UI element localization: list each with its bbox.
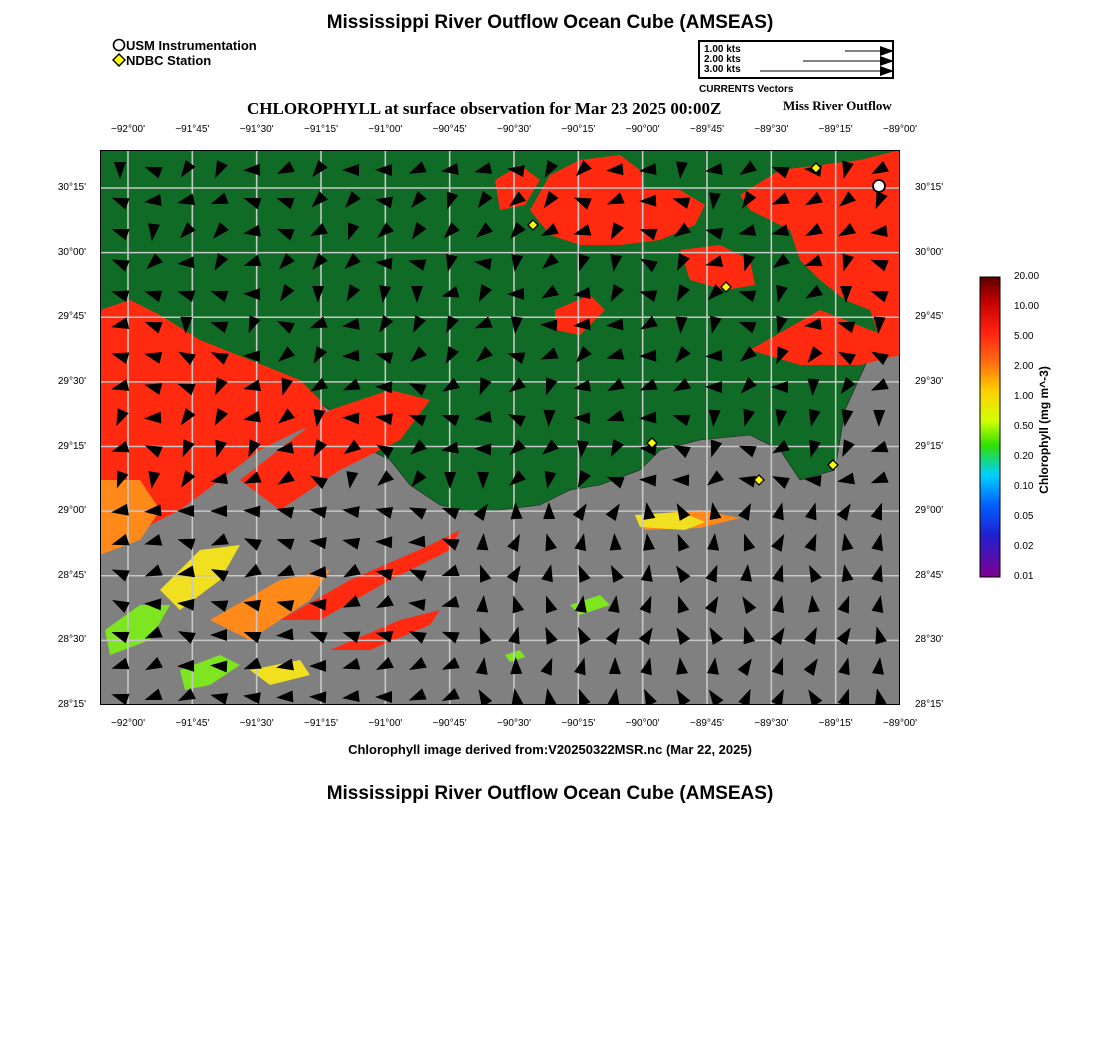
- chlorophyll-map: [100, 150, 900, 705]
- vector-scale-1: 1.00 kts: [704, 44, 741, 55]
- x-tick-label-bottom: −89°30': [754, 718, 789, 729]
- x-tick-label-top: −89°00': [883, 124, 917, 135]
- colorbar-tick-label: 0.20: [1014, 451, 1034, 462]
- y-tick-label-left: 28°30': [57, 634, 86, 646]
- x-tick-label-top: −90°00': [625, 124, 660, 135]
- y-tick-label-left: 30°00': [57, 246, 86, 258]
- colorbar-tick-label: 5.00: [1014, 331, 1034, 342]
- x-tick-label-top: −90°15': [561, 124, 596, 135]
- legend-usm-label: USM Instrumentation: [126, 38, 257, 53]
- y-tick-label-right: 29°00': [915, 505, 944, 517]
- y-tick-label-left: 29°00': [57, 505, 86, 517]
- x-tick-label-top: −91°45': [175, 124, 210, 135]
- plot-title: CHLOROPHYLL at surface observation for Mar 23 2025 00:00Z: [247, 99, 722, 118]
- x-tick-label-top: −89°30': [754, 124, 789, 135]
- y-tick-label-right: 28°30': [915, 634, 944, 646]
- colorbar-title: Chlorophyll (mg m^-3): [1037, 366, 1051, 494]
- x-tick-label-bottom: −91°30': [239, 718, 274, 729]
- x-tick-label-top: −89°45': [690, 124, 724, 135]
- x-tick-label-top: −91°15': [304, 124, 338, 135]
- colorbar-tick-label: 0.10: [1014, 481, 1034, 492]
- y-tick-label-left: 30°15': [57, 182, 86, 193]
- colorbar-tick-label: 0.50: [1014, 421, 1034, 432]
- vector-scale-box: [698, 40, 894, 79]
- vector-scale-2: 2.00 kts: [704, 54, 741, 65]
- x-tick-label-bottom: −91°45': [175, 718, 210, 729]
- x-tick-label-bottom: −92°00': [111, 718, 145, 729]
- x-tick-label-bottom: −91°15': [304, 718, 338, 729]
- vector-caption: CURRENTS Vectors: [699, 84, 794, 95]
- colorbar-tick-label: 20.00: [1014, 271, 1040, 282]
- y-tick-label-right: 28°15': [915, 699, 944, 710]
- x-tick-label-top: −90°45': [432, 124, 467, 135]
- legend-ndbc-label: NDBC Station: [126, 53, 212, 68]
- y-tick-label-left: 28°15': [57, 699, 86, 710]
- colorbar-tick-label: 10.00: [1014, 301, 1040, 312]
- x-tick-label-top: −89°15': [818, 124, 853, 135]
- y-tick-label-right: 29°45': [915, 311, 944, 323]
- colorbar-tick-label: 2.00: [1014, 361, 1034, 372]
- colorbar-tick-label: 1.00: [1014, 391, 1034, 402]
- y-tick-label-left: 29°45': [57, 311, 86, 323]
- y-tick-label-left: 28°45': [57, 569, 86, 581]
- x-tick-label-top: −90°30': [497, 124, 531, 135]
- ndbc-diamond-icon: [112, 53, 126, 67]
- usm-instrument-marker[interactable]: [873, 180, 885, 192]
- x-tick-label-bottom: −90°45': [432, 718, 467, 729]
- usm-circle-icon: [112, 38, 126, 52]
- x-tick-label-top: −92°00': [111, 124, 145, 135]
- x-tick-label-bottom: −90°00': [625, 718, 660, 729]
- y-tick-label-right: 28°45': [915, 569, 944, 581]
- region-label: Miss River Outflow: [783, 98, 892, 113]
- x-tick-label-top: −91°30': [239, 124, 274, 135]
- y-tick-label-left: 29°15': [57, 440, 86, 452]
- y-tick-label-right: 30°00': [915, 246, 944, 258]
- colorbar-tick-label: 0.02: [1014, 541, 1034, 552]
- page-title: Mississippi River Outflow Ocean Cube (AMSEAS): [326, 12, 774, 33]
- x-tick-label-bottom: −89°45': [690, 718, 724, 729]
- marker-legend: [112, 38, 257, 68]
- y-tick-label-right: 30°15': [915, 182, 944, 193]
- legend-ndbc: [112, 53, 257, 68]
- second-title: Mississippi River Outflow Ocean Cube (AMSEAS): [326, 783, 774, 804]
- x-tick-label-bottom: −90°30': [497, 718, 531, 729]
- y-tick-label-right: 29°30': [915, 375, 944, 387]
- y-tick-label-right: 29°15': [915, 440, 944, 452]
- vector-scale-3: 3.00 kts: [704, 64, 741, 75]
- colorbar-tick-label: 0.05: [1014, 511, 1034, 522]
- colorbar-tick-label: 0.01: [1014, 571, 1034, 582]
- x-tick-label-bottom: −91°00': [368, 718, 403, 729]
- x-tick-label-bottom: −90°15': [561, 718, 596, 729]
- y-tick-label-left: 29°30': [57, 375, 86, 387]
- x-tick-label-top: −91°00': [368, 124, 403, 135]
- x-tick-label-bottom: −89°15': [818, 718, 853, 729]
- legend-usm: [112, 38, 257, 53]
- x-tick-label-bottom: −89°00': [883, 718, 917, 729]
- image-source: Chlorophyll image derived from:V20250322MSR.nc (Mar 22, 2025): [348, 742, 752, 757]
